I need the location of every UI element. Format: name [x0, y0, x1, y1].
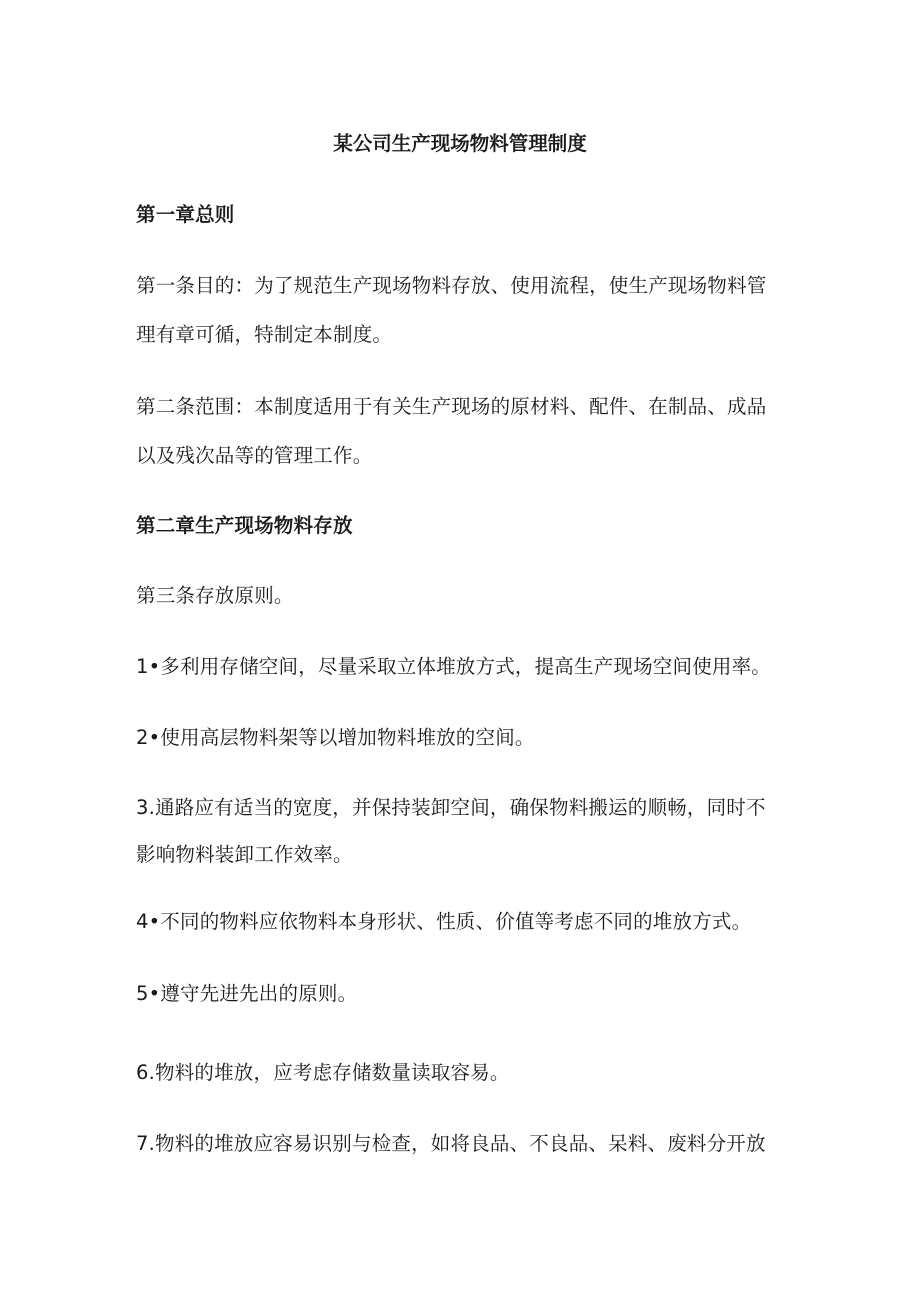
list-item-3-line-2: 影响物料装卸工作效率。 [136, 843, 353, 866]
list-item-5: 5•遵守先进先出的原则。 [136, 982, 358, 1005]
chapter-1-heading: 第一章总则 [136, 203, 235, 226]
article-1-line-2: 理有章可循，特制定本制度。 [136, 323, 393, 346]
list-item-3-line-1: 3.通路应有适当的宽度，并保持装卸空间，确保物料搬运的顺畅，同时不 [136, 796, 766, 819]
article-1-line-1: 第一条目的：为了规范生产现场物料存放、使用流程，使生产现场物料管 [136, 274, 767, 297]
chapter-2-heading: 第二章生产现场物料存放 [136, 514, 353, 537]
article-3-heading: 第三条存放原则。 [136, 584, 294, 607]
document-title: 某公司生产现场物料管理制度 [333, 132, 587, 155]
list-item-2: 2•使用高层物料架等以增加物料堆放的空间。 [136, 726, 535, 749]
list-item-6: 6.物料的堆放，应考虑存储数量读取容易。 [136, 1061, 510, 1084]
list-item-7: 7.物料的堆放应容易识别与检查，如将良品、不良品、呆料、废料分开放 [136, 1132, 766, 1155]
list-item-4: 4•不同的物料应依物料本身形状、性质、价值等考虑不同的堆放方式。 [136, 910, 752, 933]
article-2-line-1: 第二条范围：本制度适用于有关生产现场的原材料、配件、在制品、成品 [136, 395, 767, 418]
list-item-1: 1•多利用存储空间，尽量采取立体堆放方式，提高生产现场空间使用率。 [136, 655, 772, 678]
article-2-line-2: 以及残次品等的管理工作。 [136, 444, 373, 467]
